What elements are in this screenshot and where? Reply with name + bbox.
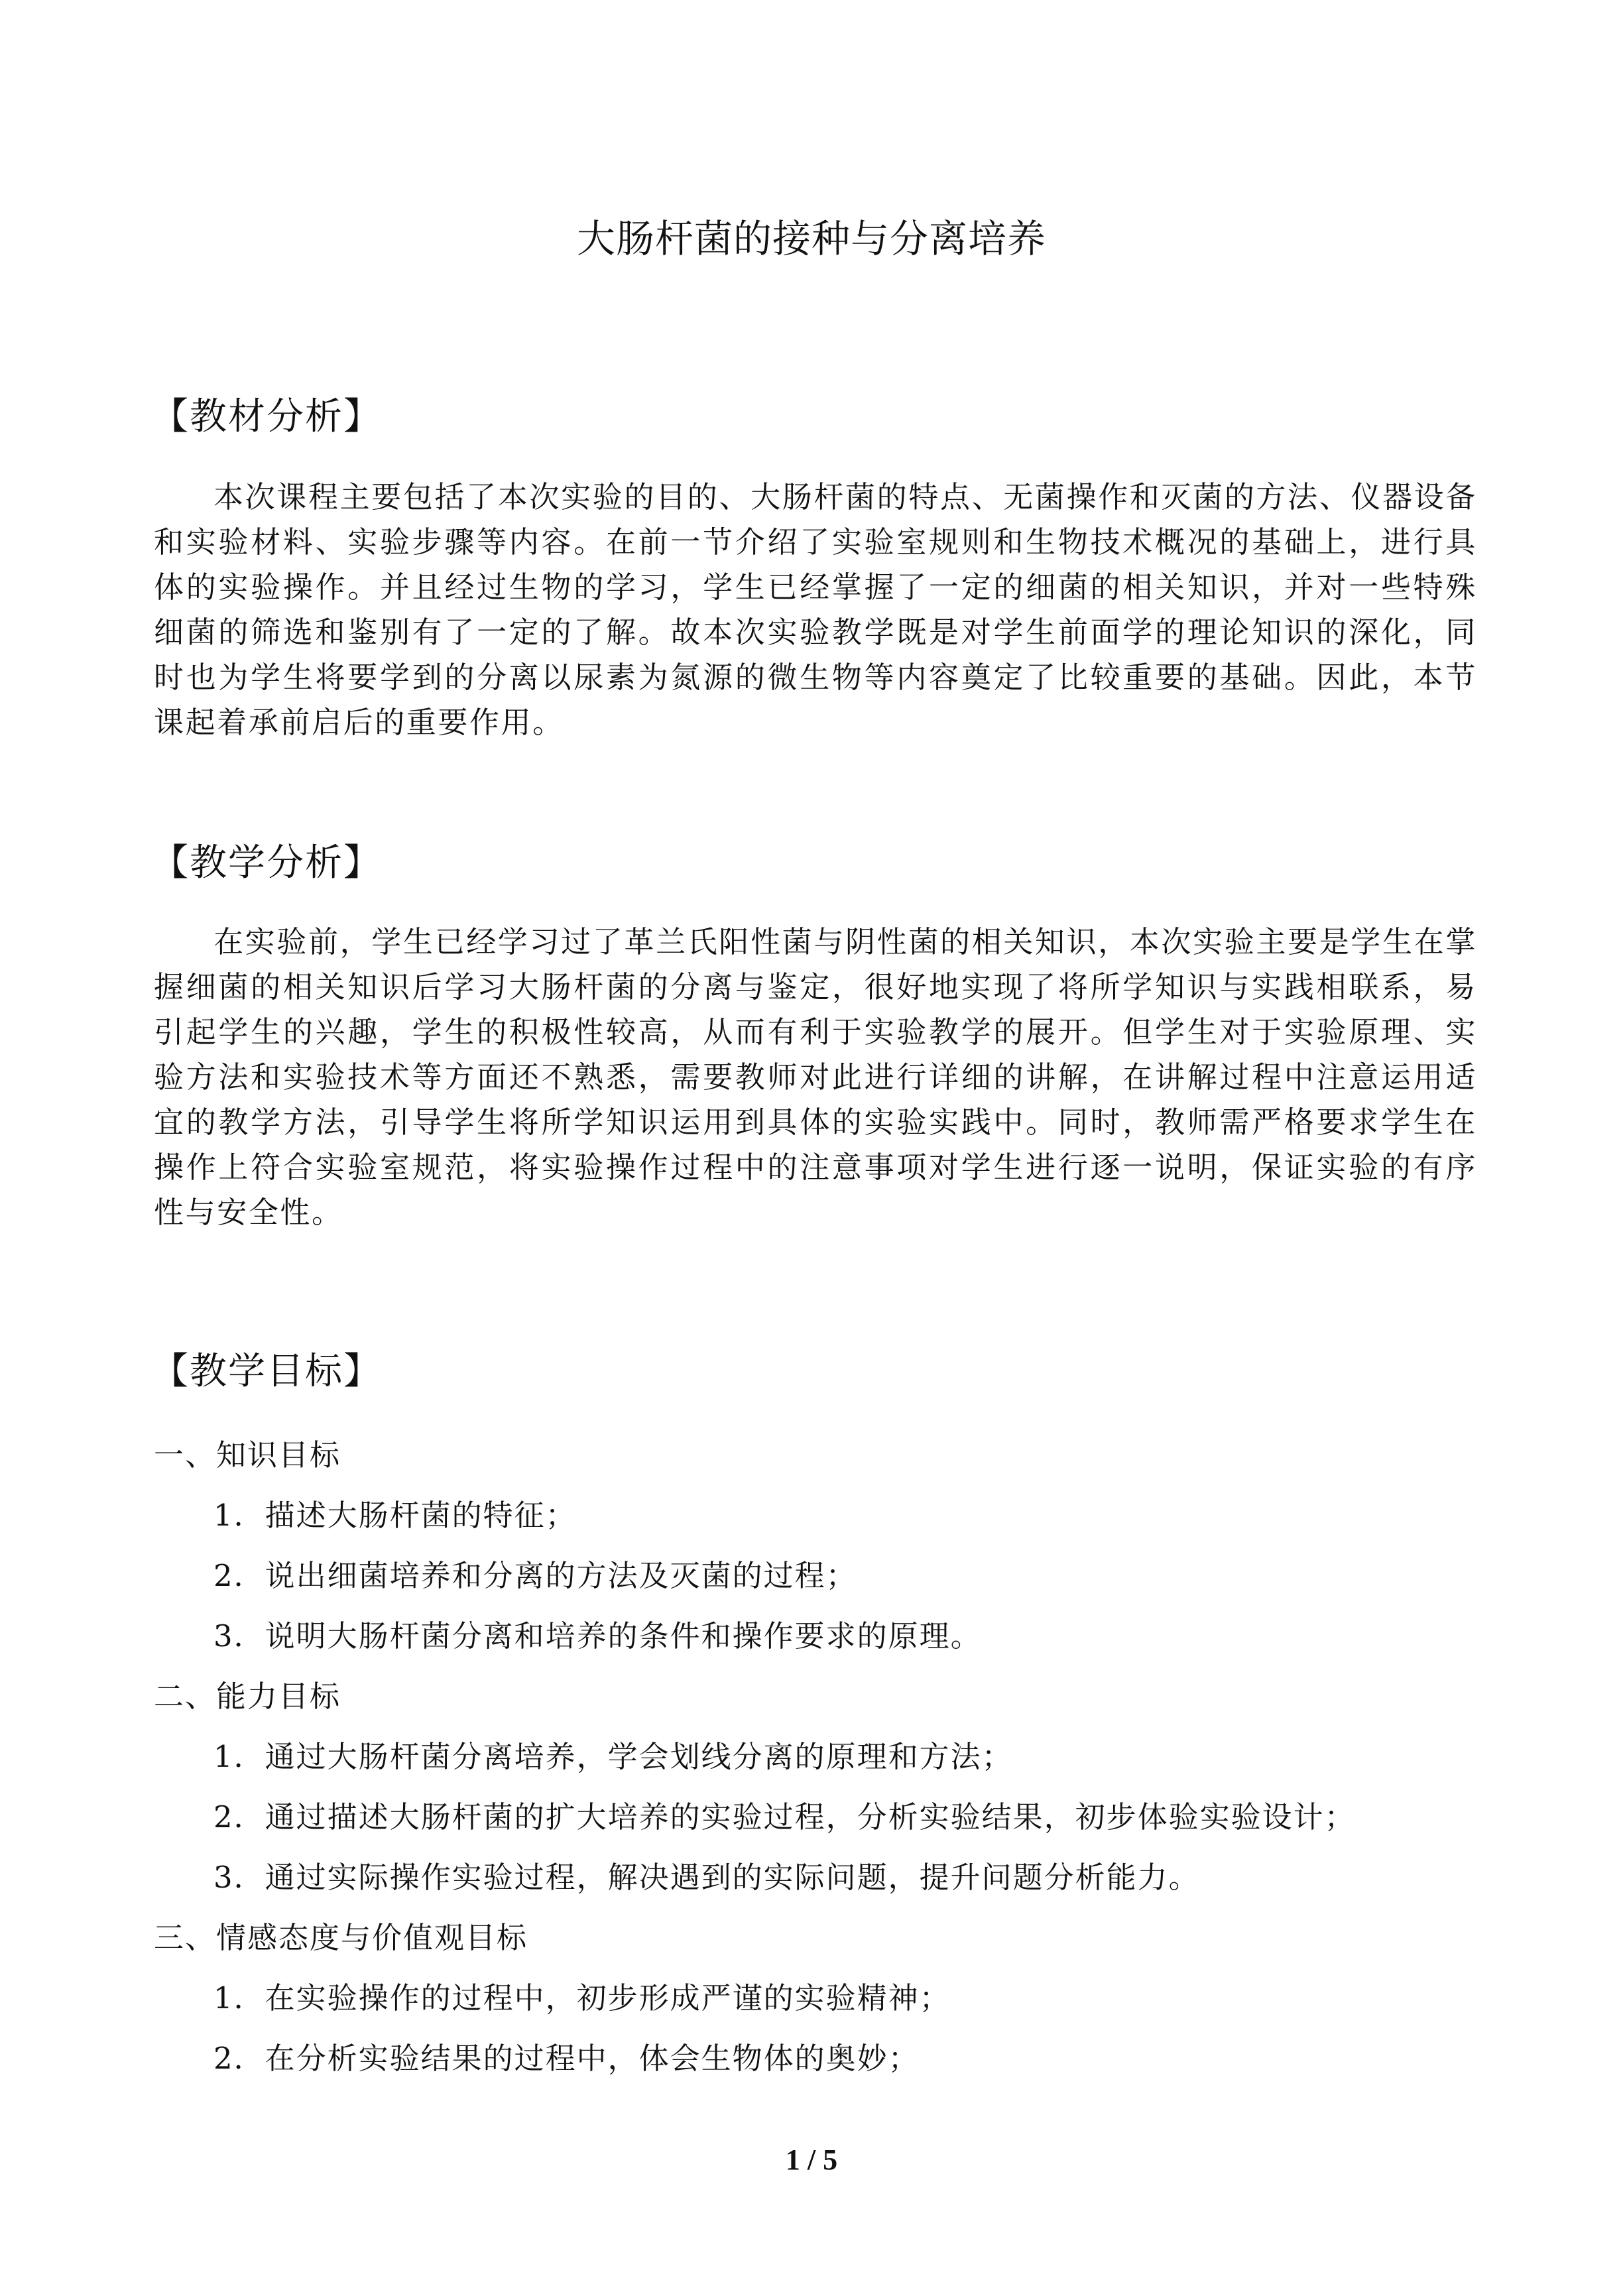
section-heading-teaching-analysis: 【教学分析】 xyxy=(151,841,382,884)
section-heading-textbook-analysis: 【教材分析】 xyxy=(151,395,382,438)
section-paragraph-teaching-analysis: 在实验前，学生已经学习过了革兰氏阳性菌与阴性菌的相关知识，本次实验主要是学生在掌握细菌的相关知识后学习大肠杆菌的分离与鉴定，很好地实现了将所学知识与实践相联系，易引起学生的兴趣，学生的积极性较高，从而有利于实验教学的展开。但学生对于实验原理、实验方法和实验技术等方面还不熟悉，需要教师对此进行详细的讲解，在讲解过程中注意运用适宜的教学方法，引导学生将所学知识运用到具体的实验实践中。同时，教师需严格要求学生在操作上符合实验室规范，将实验操作过程中的注意事项对学生进行逐一说明，保证实验的有序性与安全性。 xyxy=(154,924,1477,1230)
list-item: 1．描述大肠杆菌的特征； xyxy=(213,1498,577,1533)
page-number: 1 / 5 xyxy=(785,2144,838,2176)
goal-group-label-attitude: 三、情感态度与价值观目标 xyxy=(154,1920,528,1955)
page-title: 大肠杆菌的接种与分离培养 xyxy=(576,216,1046,261)
list-item: 1．通过大肠杆菌分离培养，学会划线分离的原理和方法； xyxy=(213,1739,1013,1774)
goal-group-label-ability: 二、能力目标 xyxy=(154,1679,341,1714)
section-heading-teaching-goals: 【教学目标】 xyxy=(151,1350,382,1393)
section-paragraph-textbook-analysis: 本次课程主要包括了本次实验的目的、大肠杆菌的特点、无菌操作和灭菌的方法、仪器设备和实验材料、实验步骤等内容。在前一节介绍了实验室规则和生物技术概况的基础上，进行具体的实验操作。并且经过生物的学习，学生已经掌握了一定的细菌的相关知识，并对一些特殊细菌的筛选和鉴别有了一定的了解。故本次实验教学既是对学生前面学的理论知识的深化，同时也为学生将要学到的分离以尿素为氮源的微生物等内容奠定了比较重要的基础。因此，本节课起着承前启后的重要作用。 xyxy=(154,479,1477,740)
list-item: 2．在分析实验结果的过程中，体会生物体的奥妙； xyxy=(213,2041,920,2076)
list-item: 2．说出细菌培养和分离的方法及灭菌的过程； xyxy=(213,1558,857,1593)
list-item: 3．通过实际操作实验过程，解决遇到的实际问题，提升问题分析能力。 xyxy=(213,1860,1200,1895)
list-item: 2．通过描述大肠杆菌的扩大培养的实验过程，分析实验结果，初步体验实验设计； xyxy=(213,1799,1356,1835)
goal-group-label-knowledge: 一、知识目标 xyxy=(154,1437,341,1473)
list-item: 1．在实验操作的过程中，初步形成严谨的实验精神； xyxy=(213,1980,951,2016)
list-item: 3．说明大肠杆菌分离和培养的条件和操作要求的原理。 xyxy=(213,1618,982,1654)
